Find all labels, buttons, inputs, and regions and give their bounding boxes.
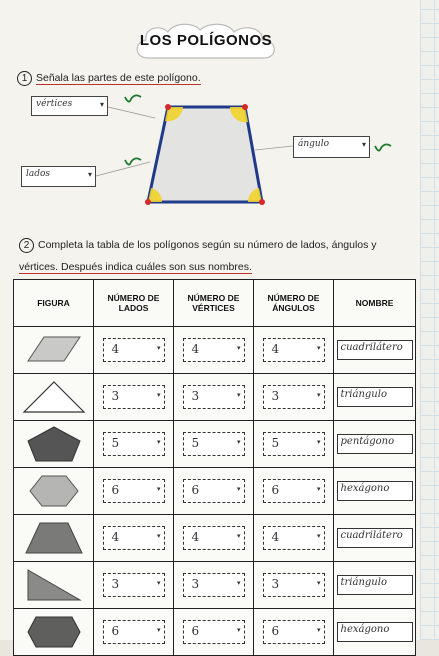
- angulos-value: 4: [271, 342, 280, 356]
- lados-cell: [94, 609, 174, 656]
- nombre-dropdown[interactable]: [337, 434, 413, 454]
- check-mark-icon: [375, 144, 391, 150]
- vertex-dot: [259, 199, 265, 205]
- chevron-down-icon: ▾: [156, 580, 161, 587]
- vertices-dropdown[interactable]: [183, 526, 245, 550]
- nombre-value: cuadrilátero: [340, 530, 403, 541]
- nombre-cell: [334, 421, 416, 468]
- pointer-line: [108, 107, 155, 118]
- vertex-dot: [165, 104, 171, 110]
- angulos-cell: [254, 515, 334, 562]
- question-2-line1: Completa la tabla de los polígonos según su número de lados, ángulos y: [38, 239, 377, 251]
- lados-dropdown[interactable]: [103, 432, 165, 456]
- page-title: LOS POLÍGONOS: [139, 32, 273, 49]
- figure-cell: [14, 609, 94, 656]
- nombre-value: hexágono: [340, 624, 390, 635]
- nombre-dropdown[interactable]: [337, 340, 413, 360]
- vertices-dropdown[interactable]: [183, 620, 245, 644]
- table-header-row: [14, 280, 416, 327]
- lados-value: 6: [111, 624, 120, 638]
- figure-cell: [14, 374, 94, 421]
- header-vertices: NÚMERO DE VÉRTICES: [174, 280, 254, 327]
- triangle-figure: [14, 376, 94, 418]
- dropdown-angulo-value: ángulo: [298, 139, 330, 149]
- dropdown-vertices-value: vértices: [36, 99, 73, 109]
- polygon-diagram: [0, 80, 420, 220]
- lados-cell: [94, 468, 174, 515]
- question-2-number: 2: [19, 238, 34, 253]
- trapezoid-figure: [14, 517, 94, 559]
- chevron-down-icon: ▾: [361, 140, 366, 149]
- lados-value: 4: [111, 530, 120, 544]
- lados-value: 4: [111, 342, 120, 356]
- figure-cell: [14, 327, 94, 374]
- vertices-value: 6: [191, 624, 200, 638]
- chevron-down-icon: ▾: [316, 533, 321, 540]
- chevron-down-icon: ▾: [236, 627, 241, 634]
- nombre-cell: [334, 327, 416, 374]
- table-row: [14, 468, 416, 515]
- chevron-down-icon: ▾: [316, 392, 321, 399]
- chevron-down-icon: ▾: [236, 533, 241, 540]
- nombre-dropdown[interactable]: [337, 387, 413, 407]
- angulos-cell: [254, 327, 334, 374]
- chevron-down-icon: ▾: [156, 627, 161, 634]
- chevron-down-icon: ▾: [99, 100, 104, 109]
- chevron-down-icon: ▾: [87, 170, 92, 179]
- lados-cell: [94, 327, 174, 374]
- nombre-value: triángulo: [340, 577, 387, 588]
- lados-value: 3: [111, 389, 120, 403]
- hexagon-figure: [14, 470, 94, 512]
- angulos-value: 4: [271, 530, 280, 544]
- question-1-number: 1: [17, 71, 32, 86]
- angulos-dropdown[interactable]: [263, 385, 325, 409]
- vertices-cell: [174, 327, 254, 374]
- vertices-value: 3: [191, 389, 200, 403]
- angulos-value: 6: [271, 624, 280, 638]
- angulos-cell: [254, 468, 334, 515]
- nombre-value: cuadrilátero: [340, 342, 403, 353]
- chevron-down-icon: ▾: [316, 580, 321, 587]
- chevron-down-icon: ▾: [156, 439, 161, 446]
- header-lados: NÚMERO DE LADOS: [94, 280, 174, 327]
- question-2-line2: vértices. Después indica cuáles son sus nombres.: [19, 261, 252, 273]
- lados-value: 5: [111, 436, 120, 450]
- nombre-cell: [334, 468, 416, 515]
- nombre-cell: [334, 609, 416, 656]
- nombre-value: hexágono: [340, 483, 390, 494]
- nombre-dropdown[interactable]: [337, 575, 413, 595]
- header-nombre: NOMBRE: [334, 280, 416, 327]
- angulos-cell: [254, 421, 334, 468]
- nombre-value: pentágono: [340, 436, 395, 447]
- header-figura: FIGURA: [14, 280, 94, 327]
- lados-cell: [94, 562, 174, 609]
- chevron-down-icon: ▾: [156, 486, 161, 493]
- vertices-value: 4: [191, 342, 200, 356]
- chevron-down-icon: ▾: [236, 345, 241, 352]
- chevron-down-icon: ▾: [316, 439, 321, 446]
- angulos-dropdown[interactable]: [263, 338, 325, 362]
- angulos-dropdown[interactable]: [263, 526, 325, 550]
- vertices-dropdown[interactable]: [183, 479, 245, 503]
- angulos-cell: [254, 374, 334, 421]
- vertices-value: 4: [191, 530, 200, 544]
- lados-dropdown[interactable]: [103, 573, 165, 597]
- vertices-cell: [174, 421, 254, 468]
- vertices-cell: [174, 468, 254, 515]
- vertices-cell: [174, 515, 254, 562]
- vertices-dropdown[interactable]: [183, 573, 245, 597]
- table-row: [14, 374, 416, 421]
- lados-cell: [94, 421, 174, 468]
- nombre-cell: [334, 562, 416, 609]
- vertices-cell: [174, 562, 254, 609]
- chevron-down-icon: ▾: [156, 345, 161, 352]
- angulos-value: 5: [271, 436, 280, 450]
- angulos-cell: [254, 609, 334, 656]
- question-2: [19, 234, 409, 278]
- chevron-down-icon: ▾: [156, 392, 161, 399]
- table-row: [14, 327, 416, 374]
- lados-cell: [94, 374, 174, 421]
- angulos-value: 3: [271, 577, 280, 591]
- angulos-cell: [254, 562, 334, 609]
- table-row: [14, 562, 416, 609]
- check-mark-icon: [125, 95, 141, 101]
- pointer-line: [255, 146, 293, 150]
- angulos-dropdown[interactable]: [263, 432, 325, 456]
- header-angulos: NÚMERO DE ÁNGULOS: [254, 280, 334, 327]
- right-triangle-figure: [14, 564, 94, 606]
- chevron-down-icon: ▾: [316, 486, 321, 493]
- vertices-value: 6: [191, 483, 200, 497]
- lados-value: 6: [111, 483, 120, 497]
- chevron-down-icon: ▾: [236, 439, 241, 446]
- vertex-dot: [242, 104, 248, 110]
- hexagon-dark-figure: [14, 611, 94, 653]
- nombre-cell: [334, 515, 416, 562]
- dropdown-lados-value: lados: [26, 169, 51, 179]
- nombre-cell: [334, 374, 416, 421]
- vertices-cell: [174, 609, 254, 656]
- nombre-dropdown[interactable]: [337, 622, 413, 642]
- pentagon-figure: [14, 423, 94, 465]
- lados-dropdown[interactable]: [103, 385, 165, 409]
- chevron-down-icon: ▾: [236, 486, 241, 493]
- angulos-value: 3: [271, 389, 280, 403]
- vertices-value: 5: [191, 436, 200, 450]
- figure-cell: [14, 468, 94, 515]
- lados-dropdown[interactable]: [103, 479, 165, 503]
- polygon-table: [13, 279, 416, 656]
- vertices-dropdown[interactable]: [183, 385, 245, 409]
- angulos-value: 6: [271, 483, 280, 497]
- lados-value: 3: [111, 577, 120, 591]
- angulos-dropdown[interactable]: [263, 479, 325, 503]
- vertices-dropdown[interactable]: [183, 338, 245, 362]
- figure-cell: [14, 562, 94, 609]
- grid-paper-background: [420, 0, 439, 640]
- table-row: [14, 515, 416, 562]
- pointer-line: [96, 162, 150, 176]
- vertices-value: 3: [191, 577, 200, 591]
- table-row: [14, 609, 416, 656]
- rhombus-figure: [14, 329, 94, 371]
- table-row: [14, 421, 416, 468]
- chevron-down-icon: ▾: [156, 533, 161, 540]
- chevron-down-icon: ▾: [236, 392, 241, 399]
- vertices-dropdown[interactable]: [183, 432, 245, 456]
- lados-dropdown[interactable]: [103, 620, 165, 644]
- angulos-dropdown[interactable]: [263, 620, 325, 644]
- nombre-value: triángulo: [340, 389, 387, 400]
- chevron-down-icon: ▾: [316, 345, 321, 352]
- lados-dropdown[interactable]: [103, 526, 165, 550]
- lados-dropdown[interactable]: [103, 338, 165, 362]
- question-1-text: Señala las partes de este polígono.: [36, 72, 201, 84]
- figure-cell: [14, 421, 94, 468]
- figure-cell: [14, 515, 94, 562]
- chevron-down-icon: ▾: [236, 580, 241, 587]
- vertices-cell: [174, 374, 254, 421]
- check-mark-icon: [125, 158, 141, 164]
- lados-cell: [94, 515, 174, 562]
- nombre-dropdown[interactable]: [337, 481, 413, 501]
- angulos-dropdown[interactable]: [263, 573, 325, 597]
- vertex-dot: [145, 199, 151, 205]
- chevron-down-icon: ▾: [316, 627, 321, 634]
- nombre-dropdown[interactable]: [337, 528, 413, 548]
